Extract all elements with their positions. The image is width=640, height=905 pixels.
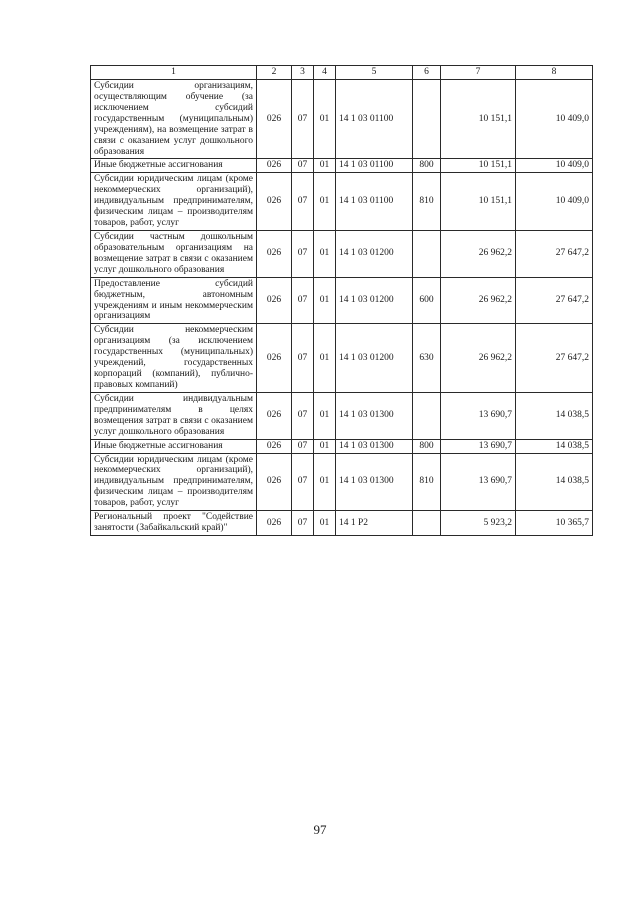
amount-col7-cell: 26 962,2 — [441, 324, 516, 393]
amount-col7-cell: 26 962,2 — [441, 277, 516, 324]
row-name-cell: Региональный проект "Содействие занятости (Забайкальский край)" — [91, 511, 257, 536]
subsection-cell: 01 — [314, 392, 336, 439]
table-row — [91, 453, 593, 511]
amount-col8-cell: 27 647,2 — [516, 230, 593, 277]
column-header: 1 — [91, 66, 257, 80]
expense-type-cell — [413, 511, 441, 536]
table-row — [91, 439, 593, 453]
table-row — [91, 324, 593, 393]
amount-col7-cell: 13 690,7 — [441, 439, 516, 453]
expense-type-cell — [413, 230, 441, 277]
subsection-cell: 01 — [314, 511, 336, 536]
target-article-cell: 14 1 03 01300 — [336, 439, 413, 453]
ministry-code-cell: 026 — [257, 439, 292, 453]
row-name-cell: Субсидии организациям, осуществляющим обучение (за исключением субсидий государственным (муниципальным) учреждениям), на возмещение затрат в связи с оказанием услуг дошкольного образования — [91, 80, 257, 159]
ministry-code-cell: 026 — [257, 230, 292, 277]
subsection-cell: 01 — [314, 277, 336, 324]
ministry-code-cell: 026 — [257, 511, 292, 536]
amount-col7-cell: 26 962,2 — [441, 230, 516, 277]
subsection-cell: 01 — [314, 230, 336, 277]
target-article-cell: 14 1 03 01200 — [336, 324, 413, 393]
amount-col8-cell: 14 038,5 — [516, 453, 593, 511]
budget-table — [90, 65, 593, 536]
section-cell: 07 — [292, 439, 314, 453]
expense-type-cell: 600 — [413, 277, 441, 324]
row-name-cell: Субсидии частным дошкольным образовательным организациям на возмещение затрат в связи с оказанием услуг дошкольного образования — [91, 230, 257, 277]
ministry-code-cell: 026 — [257, 173, 292, 231]
amount-col7-cell: 5 923,2 — [441, 511, 516, 536]
row-name-cell: Субсидии юридическим лицам (кроме некоммерческих организаций), индивидуальным предпринимателям, физическим лицам – производителям товаров, работ, услуг — [91, 453, 257, 511]
expense-type-cell: 630 — [413, 324, 441, 393]
target-article-cell: 14 1 03 01200 — [336, 277, 413, 324]
table-row — [91, 159, 593, 173]
subsection-cell: 01 — [314, 439, 336, 453]
ministry-code-cell: 026 — [257, 392, 292, 439]
ministry-code-cell: 026 — [257, 453, 292, 511]
column-header: 7 — [441, 66, 516, 80]
target-article-cell: 14 1 P2 — [336, 511, 413, 536]
table-row — [91, 277, 593, 324]
ministry-code-cell: 026 — [257, 324, 292, 393]
target-article-cell: 14 1 03 01100 — [336, 80, 413, 159]
subsection-cell: 01 — [314, 159, 336, 173]
section-cell: 07 — [292, 453, 314, 511]
target-article-cell: 14 1 03 01100 — [336, 159, 413, 173]
subsection-cell: 01 — [314, 453, 336, 511]
table-row — [91, 173, 593, 231]
amount-col8-cell: 10 409,0 — [516, 159, 593, 173]
expense-type-cell: 800 — [413, 439, 441, 453]
row-name-cell: Субсидии юридическим лицам (кроме некоммерческих организаций), индивидуальным предпринимателям, физическим лицам – производителям товаров, работ, услуг — [91, 173, 257, 231]
column-header: 6 — [413, 66, 441, 80]
table-row — [91, 230, 593, 277]
row-name-cell: Иные бюджетные ассигнования — [91, 439, 257, 453]
section-cell: 07 — [292, 277, 314, 324]
target-article-cell: 14 1 03 01100 — [336, 173, 413, 231]
target-article-cell: 14 1 03 01200 — [336, 230, 413, 277]
expense-type-cell: 800 — [413, 159, 441, 173]
column-header: 5 — [336, 66, 413, 80]
section-cell: 07 — [292, 324, 314, 393]
target-article-cell: 14 1 03 01300 — [336, 392, 413, 439]
table-row — [91, 392, 593, 439]
amount-col7-cell: 13 690,7 — [441, 392, 516, 439]
column-header: 4 — [314, 66, 336, 80]
amount-col8-cell: 10 409,0 — [516, 80, 593, 159]
amount-col8-cell: 27 647,2 — [516, 324, 593, 393]
expense-type-cell — [413, 392, 441, 439]
amount-col8-cell: 14 038,5 — [516, 439, 593, 453]
section-cell: 07 — [292, 392, 314, 439]
section-cell: 07 — [292, 511, 314, 536]
column-header: 3 — [292, 66, 314, 80]
expense-type-cell: 810 — [413, 173, 441, 231]
subsection-cell: 01 — [314, 173, 336, 231]
amount-col8-cell: 27 647,2 — [516, 277, 593, 324]
table-header-row — [91, 66, 593, 80]
row-name-cell: Предоставление субсидий бюджетным, автономным учреждениям и иным некоммерческим организациям — [91, 277, 257, 324]
section-cell: 07 — [292, 80, 314, 159]
amount-col7-cell: 13 690,7 — [441, 453, 516, 511]
row-name-cell: Иные бюджетные ассигнования — [91, 159, 257, 173]
section-cell: 07 — [292, 230, 314, 277]
amount-col7-cell: 10 151,1 — [441, 80, 516, 159]
subsection-cell: 01 — [314, 324, 336, 393]
amount-col7-cell: 10 151,1 — [441, 159, 516, 173]
column-header: 8 — [516, 66, 593, 80]
page-number: 97 — [313, 822, 327, 837]
table-row — [91, 80, 593, 159]
subsection-cell: 01 — [314, 80, 336, 159]
expense-type-cell: 810 — [413, 453, 441, 511]
section-cell: 07 — [292, 173, 314, 231]
column-header: 2 — [257, 66, 292, 80]
row-name-cell: Субсидии индивидуальным предпринимателям в целях возмещения затрат в связи с оказанием услуг дошкольного образования — [91, 392, 257, 439]
ministry-code-cell: 026 — [257, 277, 292, 324]
ministry-code-cell: 026 — [257, 80, 292, 159]
row-name-cell: Субсидии некоммерческим организациям (за исключением государственных (муниципальных) учреждений, государственных корпораций (компаний), публично-правовых компаний) — [91, 324, 257, 393]
ministry-code-cell: 026 — [257, 159, 292, 173]
target-article-cell: 14 1 03 01300 — [336, 453, 413, 511]
amount-col7-cell: 10 151,1 — [441, 173, 516, 231]
amount-col8-cell: 10 365,7 — [516, 511, 593, 536]
amount-col8-cell: 10 409,0 — [516, 173, 593, 231]
section-cell: 07 — [292, 159, 314, 173]
amount-col8-cell: 14 038,5 — [516, 392, 593, 439]
expense-type-cell — [413, 80, 441, 159]
table-row — [91, 511, 593, 536]
